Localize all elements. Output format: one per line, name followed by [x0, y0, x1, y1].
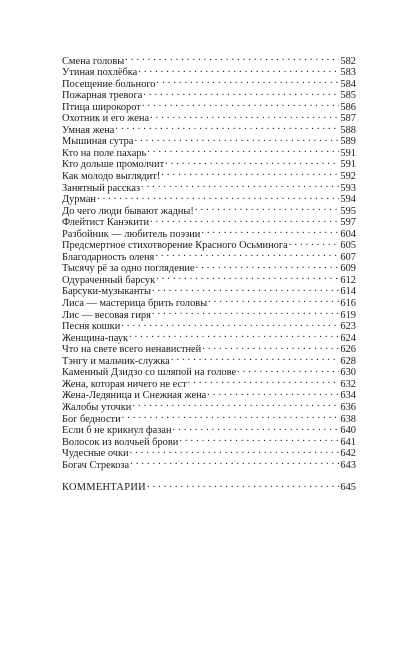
toc-leader-dots	[171, 352, 340, 364]
toc-leader-dots	[115, 121, 339, 133]
toc-entry[interactable]	[62, 52, 356, 67]
toc-entry-title: Кто дольше промолчит	[62, 159, 165, 171]
toc-leader-dots	[147, 144, 339, 156]
toc-leader-dots	[207, 387, 339, 399]
toc-leader-dots	[237, 364, 339, 376]
toc-leader-dots	[289, 237, 340, 249]
toc-entry-title: Чудесные очки	[62, 448, 129, 460]
toc-leader-dots	[156, 75, 339, 87]
toc-entry-title: Жена-Ледяница и Снежная жена	[62, 390, 207, 402]
toc-entry-title: Песня кошки	[62, 321, 121, 333]
toc-entry-title: Жалобы уточки	[62, 401, 132, 413]
toc-entry-page: 587	[340, 113, 356, 125]
toc-entry-page: 640	[340, 425, 356, 437]
toc-entry-title: Пожарная тревога	[62, 90, 143, 102]
toc-entry-page: 628	[340, 355, 356, 367]
toc-entry-page: 609	[340, 263, 356, 275]
toc-entry-title: Лис — весовая гиря	[62, 309, 151, 321]
toc-entry-page: 632	[340, 378, 356, 390]
toc-entry-title: Птица широкорот	[62, 101, 141, 113]
toc-entry-page: 582	[340, 55, 356, 67]
toc-entry-title: Тысячу рё за одно поглядение	[62, 263, 195, 275]
toc-leader-dots	[134, 133, 339, 145]
toc-leader-dots	[132, 398, 339, 410]
toc-entry-title: Барсуки-музыканты	[62, 286, 151, 298]
toc-entry-title: Умная жена	[62, 124, 115, 136]
toc-leader-dots	[129, 329, 339, 341]
toc-entry-page: 589	[340, 136, 356, 148]
toc-entry-page: 638	[340, 413, 356, 425]
toc-entry-title: Каменный Дзидзо со шляпой на голове	[62, 367, 237, 379]
toc-entry-page: 616	[340, 298, 356, 310]
toc-leader-dots	[142, 98, 340, 110]
toc-entry-page: 585	[340, 90, 356, 102]
toc-entry-page: 605	[340, 240, 356, 252]
toc-leader-dots	[143, 87, 339, 99]
toc-leader-dots	[161, 167, 339, 179]
toc-entry-title: Благодарность оленя	[62, 251, 155, 263]
toc-entry-page: 642	[340, 448, 356, 460]
toc-entry-page: 607	[340, 251, 356, 263]
toc-entry-page: 623	[340, 321, 356, 333]
toc-leader-dots	[165, 156, 339, 168]
toc-leader-dots	[150, 214, 339, 226]
toc-entry-title: Мышиная сутра	[62, 136, 134, 148]
toc-leader-dots	[201, 225, 339, 237]
toc-entry-page: 626	[340, 344, 356, 356]
toc-leader-dots	[130, 456, 339, 468]
toc-leader-dots	[188, 375, 340, 387]
toc-entry-title: Богач Стрекоза	[62, 459, 130, 471]
toc-entry-title: Как молодо выглядит!	[62, 171, 161, 183]
toc-entry-page: 593	[340, 182, 356, 194]
toc-entry-page: 591	[340, 147, 356, 159]
toc-entry-title: Флейтист Канэкити	[62, 217, 150, 229]
toc-entry-title: Одураченный барсук	[62, 274, 156, 286]
toc-entry-title: Волосок из волчьей брови	[62, 436, 179, 448]
toc-entry-page: 624	[340, 332, 356, 344]
toc-leader-dots	[208, 294, 339, 306]
toc-entry-page: 645	[340, 482, 356, 494]
toc-leader-dots	[121, 318, 339, 330]
toc-entry-title: Что на свете всего ненавистней	[62, 344, 202, 356]
toc-entry-commentary[interactable]	[62, 479, 356, 494]
toc-entry-page: 634	[340, 390, 356, 402]
toc-entry-page: 604	[340, 228, 356, 240]
toc-list	[62, 52, 356, 471]
toc-entry[interactable]	[62, 191, 356, 206]
toc-entry-title: Жена, которая ничего не ест	[62, 378, 187, 390]
toc-entry-page: 597	[340, 217, 356, 229]
toc-entry-title: КОММЕНТАРИИ	[62, 482, 146, 494]
toc-entry-title: Дурман	[62, 194, 96, 206]
toc-leader-dots	[147, 479, 339, 491]
toc-entry-title: Женщина-паук	[62, 332, 129, 344]
toc-entry-page: 595	[340, 205, 356, 217]
toc-leader-dots	[173, 422, 340, 434]
toc-entry-title: Если б не крикнул фазан	[62, 425, 172, 437]
toc-entry-page: 584	[340, 78, 356, 90]
toc-entry-page: 591	[340, 159, 356, 171]
toc-entry-page: 594	[340, 194, 356, 206]
toc-entry-title: Утиная похлёбка	[62, 67, 138, 79]
toc-leader-dots	[195, 202, 340, 214]
toc-entry-title: Лиса — мастерица брить головы	[62, 298, 208, 310]
toc-entry-title: Охотник и его жена	[62, 113, 150, 125]
toc-entry-title: До чего люди бывают жадны!	[62, 205, 194, 217]
toc-leader-dots	[122, 410, 340, 422]
toc-entry-title: Посещение больного	[62, 78, 156, 90]
toc-entry-page: 614	[340, 286, 356, 298]
toc-leader-dots	[202, 341, 339, 353]
toc-leader-dots	[138, 64, 339, 76]
toc-leader-dots	[155, 248, 339, 260]
toc-leader-dots	[152, 306, 340, 318]
toc-entry-title: Разбойник — любитель поэзии	[62, 228, 201, 240]
toc-entry-page: 586	[340, 101, 356, 113]
toc-entry-page: 592	[340, 171, 356, 183]
toc-leader-dots	[130, 445, 340, 457]
toc-leader-dots	[179, 433, 339, 445]
toc-entry-page: 643	[340, 459, 356, 471]
toc-entry-page: 636	[340, 401, 356, 413]
toc-entry-title: Смена головы	[62, 55, 125, 67]
toc-leader-dots	[97, 191, 339, 203]
table-of-contents	[62, 52, 356, 494]
toc-entry-page: 619	[340, 309, 356, 321]
toc-leader-dots	[152, 283, 339, 295]
toc-entry-page: 612	[340, 274, 356, 286]
toc-entry-page: 588	[340, 124, 356, 136]
toc-entry-title: Тэнгу и мальчик-служка	[62, 355, 170, 367]
toc-entry[interactable]	[62, 202, 356, 217]
toc-leader-dots	[196, 260, 340, 272]
toc-entry-title: Кто на поле пахарь	[62, 147, 147, 159]
toc-leader-dots	[141, 179, 339, 191]
toc-entry-title: Занятный рассказ	[62, 182, 141, 194]
toc-entry-title: Бог бедности	[62, 413, 121, 425]
toc-leader-dots	[125, 52, 339, 64]
toc-entry-page: 583	[340, 67, 356, 79]
toc-entry-title: Предсмертное стихотворение Красного Осьминога	[62, 240, 288, 252]
toc-leader-dots	[150, 110, 339, 122]
toc-entry-page: 641	[340, 436, 356, 448]
toc-entry-page: 630	[340, 367, 356, 379]
toc-leader-dots	[156, 271, 339, 283]
